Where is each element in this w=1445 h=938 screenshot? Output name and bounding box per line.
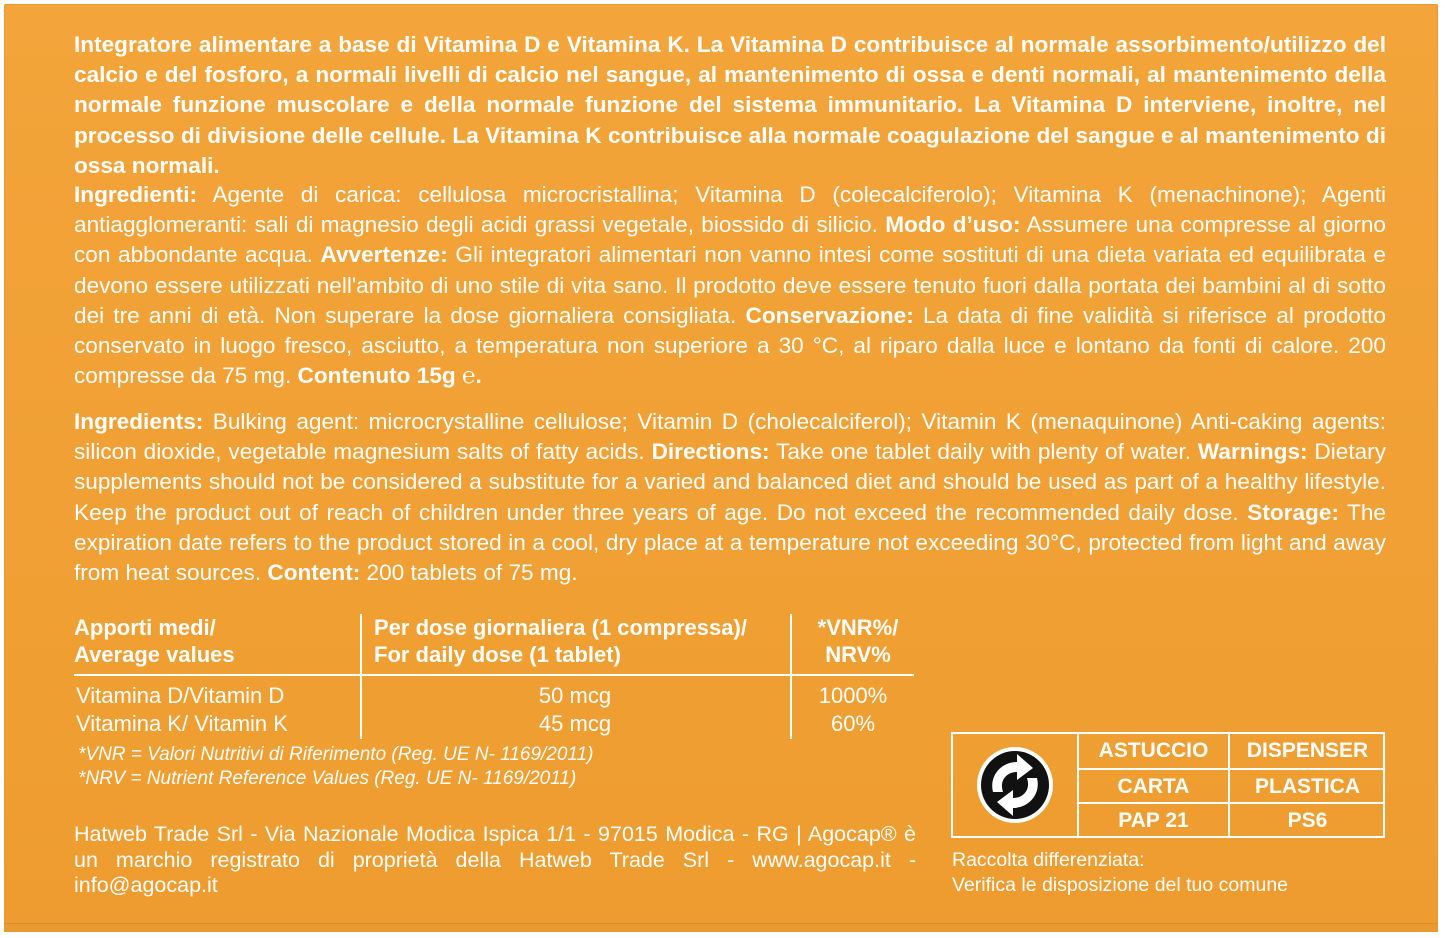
ingredienti-label: Ingredienti: [74, 182, 198, 207]
recycling-cell: PLASTICA [1255, 775, 1360, 798]
table-row-nrv: 60% [830, 711, 876, 736]
contenuto-label: Contenuto 15g [297, 363, 456, 389]
avvertenze-label: Avvertenze: [320, 242, 448, 268]
footnote-nrv: *NRV = Nutrient Reference Values (Reg. UE N- 1169/2011) [78, 768, 577, 789]
directions-label: Directions: [651, 439, 770, 465]
modo-uso-label: Modo d’uso: [885, 212, 1021, 238]
directions-text: Take one tablet daily with plenty of water. [769, 439, 1198, 465]
conservazione-text: La data di fine validità si riferisce al prodotto conservato in luogo fresco, asciutto, a temperatura non superiore a 30 °C, al riparo dalla luce e lontano da fonti di calore. 200 compresse da 75 mg. [74, 302, 1386, 389]
footnote-vnr: *VNR = Valori Nutritivi di Riferimento (Reg. UE N- 1169/2011) [78, 744, 594, 765]
green-dot-recycle-icon [953, 734, 1079, 836]
table-row-name: Vitamina D/Vitamin D [76, 683, 285, 708]
recycling-note [952, 848, 1288, 898]
ingredients-label: Ingredients: [74, 409, 204, 434]
recycling-note-line2: Verifica le disposizione del tuo comune [952, 874, 1289, 896]
estimated-sign-icon: ℮ [461, 363, 476, 389]
modo-uso-text: Assumere una compresse al giorno con abbondante acqua. [74, 212, 1386, 268]
warnings-text: Dietary supplements should not be considered a substitute for a varied and balanced diet and should be used as part of a healthy lifestyle. Keep the product out of reach of children under three years of age. Do not exceed the recommended daily dose. [74, 439, 1387, 525]
table-row-dose: 50 mcg [538, 683, 612, 708]
contenuto-end: . [475, 363, 482, 389]
recycling-box [951, 732, 1385, 838]
nutrition-table [74, 614, 914, 739]
italian-label-text [74, 180, 1386, 391]
content-label: Content: [267, 560, 361, 586]
recycling-cell: CARTA [1117, 775, 1190, 798]
recycling-cell: PAP 21 [1118, 809, 1189, 832]
recycling-note-line1: Raccolta differenziata: [952, 849, 1145, 871]
english-label-text [74, 407, 1386, 588]
content-text: 200 tablets of 75 mg. [360, 560, 578, 586]
storage-label: Storage: [1247, 499, 1339, 525]
table-row-nrv: 1000% [818, 683, 888, 708]
col-header-daily-dose: Per dose giornaliera (1 compressa)/ For daily dose (1 tablet) [374, 615, 747, 667]
table-row-dose: 45 mcg [538, 711, 612, 736]
product-description: Integratore alimentare a base di Vitamina D e Vitamina K. La Vitamina D contribuisce al normale assorbimento/utilizzo del calcio e del fosforo, a normali livelli di calcio nel sangue, al mantenimento di ossa e denti normali, al mantenimento della normale funzione muscolare e della normale funzione del sistema immunitario. La Vitamina D interviene, inoltre, nel processo di divisione delle cellule. La Vitamina K contribuisce alla normale coagulazione del sangue e al mantenimento di ossa normali. [74, 32, 1386, 178]
recycling-cell: PS6 [1287, 809, 1328, 832]
col-header-nrv: *VNR%/ NRV% [817, 615, 899, 667]
ingredients-text: Bulking agent: microcrystalline cellulose; Vitamin D (cholecalciferol); Vitamin K (menaquinone) Anti-caking agents: silicon dioxide, vegetable magnesium salts of fatty acids. [74, 409, 1386, 465]
warnings-label: Warnings: [1197, 439, 1308, 465]
recycling-cell: DISPENSER [1246, 739, 1369, 762]
col-header-average-values: Apporti medi/ Average values [74, 615, 235, 667]
avvertenze-text: Gli integratori alimentari non vanno intesi come sostituti di una dieta variata ed equilibrata e devono essere utilizzati nell'ambito di uno stile di vita sano. Il prodotto deve essere tenuto fuori dalla portata dei bambini al di sotto dei tre anni di età. Non superare la dose giornaliera consigliata. [74, 242, 1386, 328]
table-header-divider [74, 674, 914, 676]
ingredienti-text: Agente di carica: cellulosa microcristallina; Vitamina D (colecalciferolo); Vitamina K (menachinone); Agenti antiagglomeranti: sali di magnesio degli acidi grassi vegetale, biossido di silicio. [74, 182, 1386, 238]
conservazione-label: Conservazione: [745, 302, 914, 328]
table-divider [360, 614, 362, 739]
storage-text: The expiration date refers to the product stored in a cool, dry place at a temperature not exceeding 30°C, protected from light and away from heat sources. [74, 499, 1386, 586]
company-info: Hatweb Trade Srl - Via Nazionale Modica Ispica 1/1 - 97015 Modica - RG | Agocap® è un marchio registrato di proprietà della Hatweb Trade Srl - www.agocap.it - info@agocap.it [74, 822, 916, 897]
table-row-name: Vitamina K/ Vitamin K [76, 711, 288, 736]
recycling-cell: ASTUCCIO [1098, 739, 1209, 762]
